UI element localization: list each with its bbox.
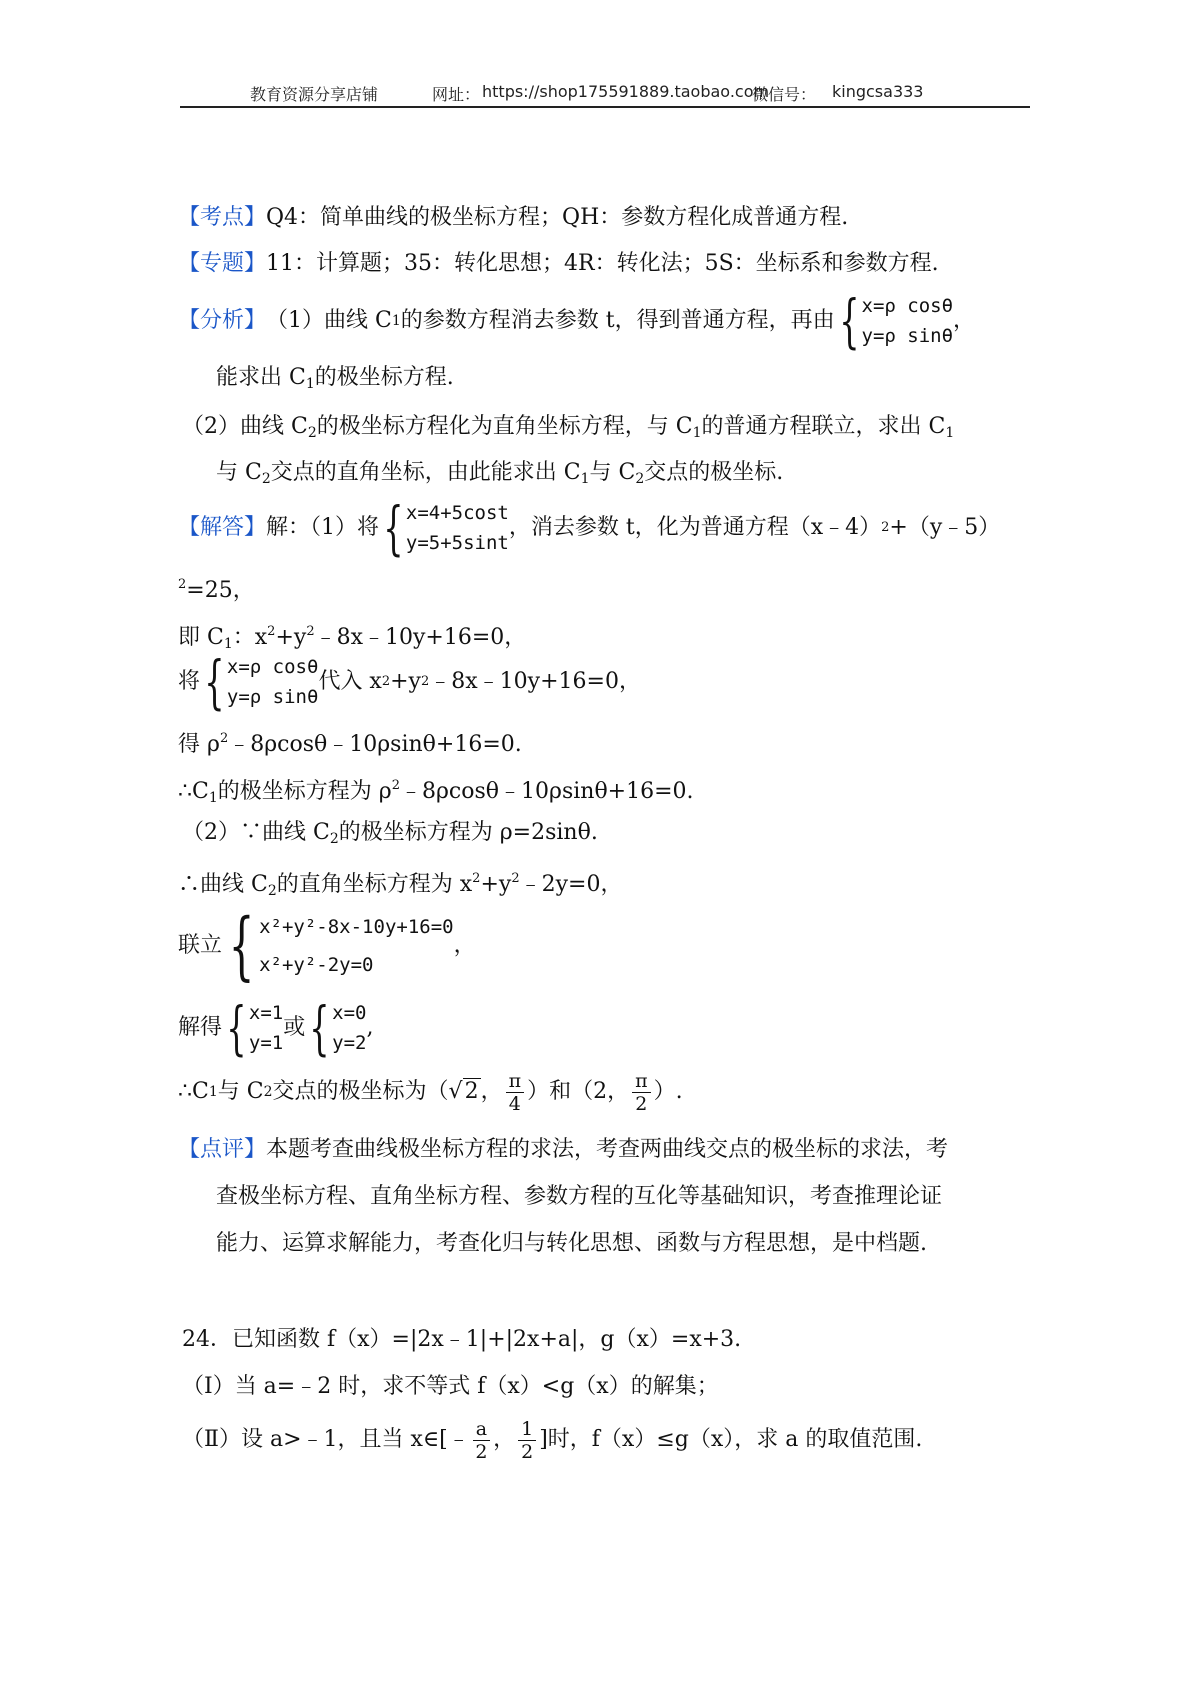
jieda-line-6: $\therefore C_1$的极坐标方程为 $\rho^2﹣8\rho\cos\theta﹣10\rho\sin\theta+16=0$. [178, 778, 694, 806]
jieda-line-1: 【解答】 解：（1）将 { x=4+5cost y=5+5sint ，消去参数 t，化为普通方程（x﹣4） 2 +（y﹣5） [178, 494, 1001, 562]
fenxi-line-4: 与 $C_2$交点的直角坐标，由此能求出 $C_1$与 $C_2$交点的极坐标. [216, 460, 784, 487]
jieda-line-3: 即 $C_1$：$x^2+y^2﹣8x﹣10y+16=0$， [178, 624, 527, 652]
fraction-a-2: $\frac{a}{2}$ [473, 1418, 490, 1463]
fenxi-line-1: 【分析】 （1）曲线 C 1 的参数方程消去参数 t，得到普通方程，再由 { x=ρ cosθ y=ρ sinθ ， [178, 287, 976, 355]
dianping-tag: 【点评】 [178, 1137, 267, 1162]
jieda-tag: 【解答】 [178, 515, 267, 540]
question-24-part-1: （Ⅰ）当 a=﹣2 时，求不等式 f（x）<g（x）的解集； [182, 1374, 719, 1399]
solution-system-1: { x=1 y=1 [226, 994, 284, 1062]
dianping-line-1: 【点评】本题考查曲线极坐标方程的求法，考查两曲线交点的极坐标的求法，考 [178, 1137, 949, 1162]
fraction-1-2: $\frac{1}{2}$ [518, 1418, 536, 1463]
site-url[interactable]: https://shop175591889.taobao.com [482, 82, 770, 101]
fenxi-line-2: 能求出 $C_1$的极坐标方程. [216, 365, 454, 392]
wechat-id: kingcsa333 [832, 82, 924, 101]
zhuanti-text: 11：计算题；35：转化思想；4R：转化法；5S：坐标系和参数方程. [266, 251, 939, 276]
kaodian-text: Q4：简单曲线的极坐标方程；QH：参数方程化成普通方程. [266, 205, 849, 230]
question-24-part-2: （Ⅱ）设 a>﹣1，且当 x∈[﹣ $\frac{a}{2}$ ， $\frac{1}{2}$ ]时，f（x）≤g（x），求 a 的取值范围. [182, 1417, 923, 1463]
jieda-line-10: 解得 { x=1 y=1 或 { x=0 y=2 , [178, 994, 374, 1062]
jieda-line-8: ∴曲线 $C_2$的直角坐标方程为 $x^2+y^2﹣2y=0$， [178, 871, 623, 899]
jieda-line-2: $^2$=25， [178, 577, 255, 603]
shop-name: 教育资源分享店铺 [250, 85, 379, 104]
site-label: 网址： [432, 85, 481, 104]
wechat-label: 微信号： [752, 85, 817, 104]
polar-conversion-system: { x=ρ cosθ y=ρ sinθ [838, 287, 954, 355]
jieda-line-9: 联立 { x²+y²-8x-10y+16=0 x²+y²-2y=0 ， [178, 903, 476, 989]
solution-system-2: { x=0 y=2 [309, 994, 367, 1062]
jieda-line-11: ∴C 1 与 C 2 交点的极坐标为（ √2 ， $\frac{\pi}{4}$ ）和（2， $\frac{\pi}{2}$ ）. [178, 1069, 683, 1115]
fraction-pi-2: $\frac{\pi}{2}$ [632, 1070, 651, 1115]
jieda-line-7: （2）∵曲线 $C_2$的极坐标方程为 ρ=2sinθ. [182, 820, 598, 847]
parametric-system: { x=4+5cost y=5+5sint [383, 494, 509, 562]
dianping-line-3: 能力、运算求解能力，考查化归与转化思想、函数与方程思想，是中档题. [216, 1231, 927, 1256]
jieda-line-5: 得 $\rho^2﹣8\rho\cos\theta﹣10\rho\sin\theta+16=0$. [178, 731, 522, 757]
jieda-line-4: 将 { x=ρ cosθ y=ρ sinθ 代入 x 2 +y 2 ﹣8x﹣10y+16=0， [178, 648, 641, 716]
kaodian-line [178, 203, 848, 233]
zhuanti-line [178, 249, 939, 279]
polar-substitution-system: { x=ρ cosθ y=ρ sinθ [204, 648, 319, 716]
simultaneous-system: { x²+y²-8x-10y+16=0 x²+y²-2y=0 [228, 903, 454, 989]
fraction-pi-4: $\frac{\pi}{4}$ [506, 1070, 525, 1115]
page-header [180, 78, 1030, 108]
dianping-line-2: 查极坐标方程、直角坐标方程、参数方程的互化等基础知识，考查推理论证 [216, 1184, 943, 1209]
fenxi-line-3: （2）曲线 $C_2$的极坐标方程化为直角坐标方程，与 $C_1$的普通方程联立，求出 $C_1$ [182, 414, 955, 441]
zhuanti-tag: 【专题】 [178, 251, 267, 276]
question-24-line-1: 24．已知函数 f（x）=|2x﹣1|+|2x+a|，g（x）=x+3. [182, 1327, 742, 1352]
fenxi-tag: 【分析】 [178, 308, 267, 333]
sqrt-2: √2 [448, 1079, 479, 1104]
kaodian-tag: 【考点】 [178, 205, 267, 230]
